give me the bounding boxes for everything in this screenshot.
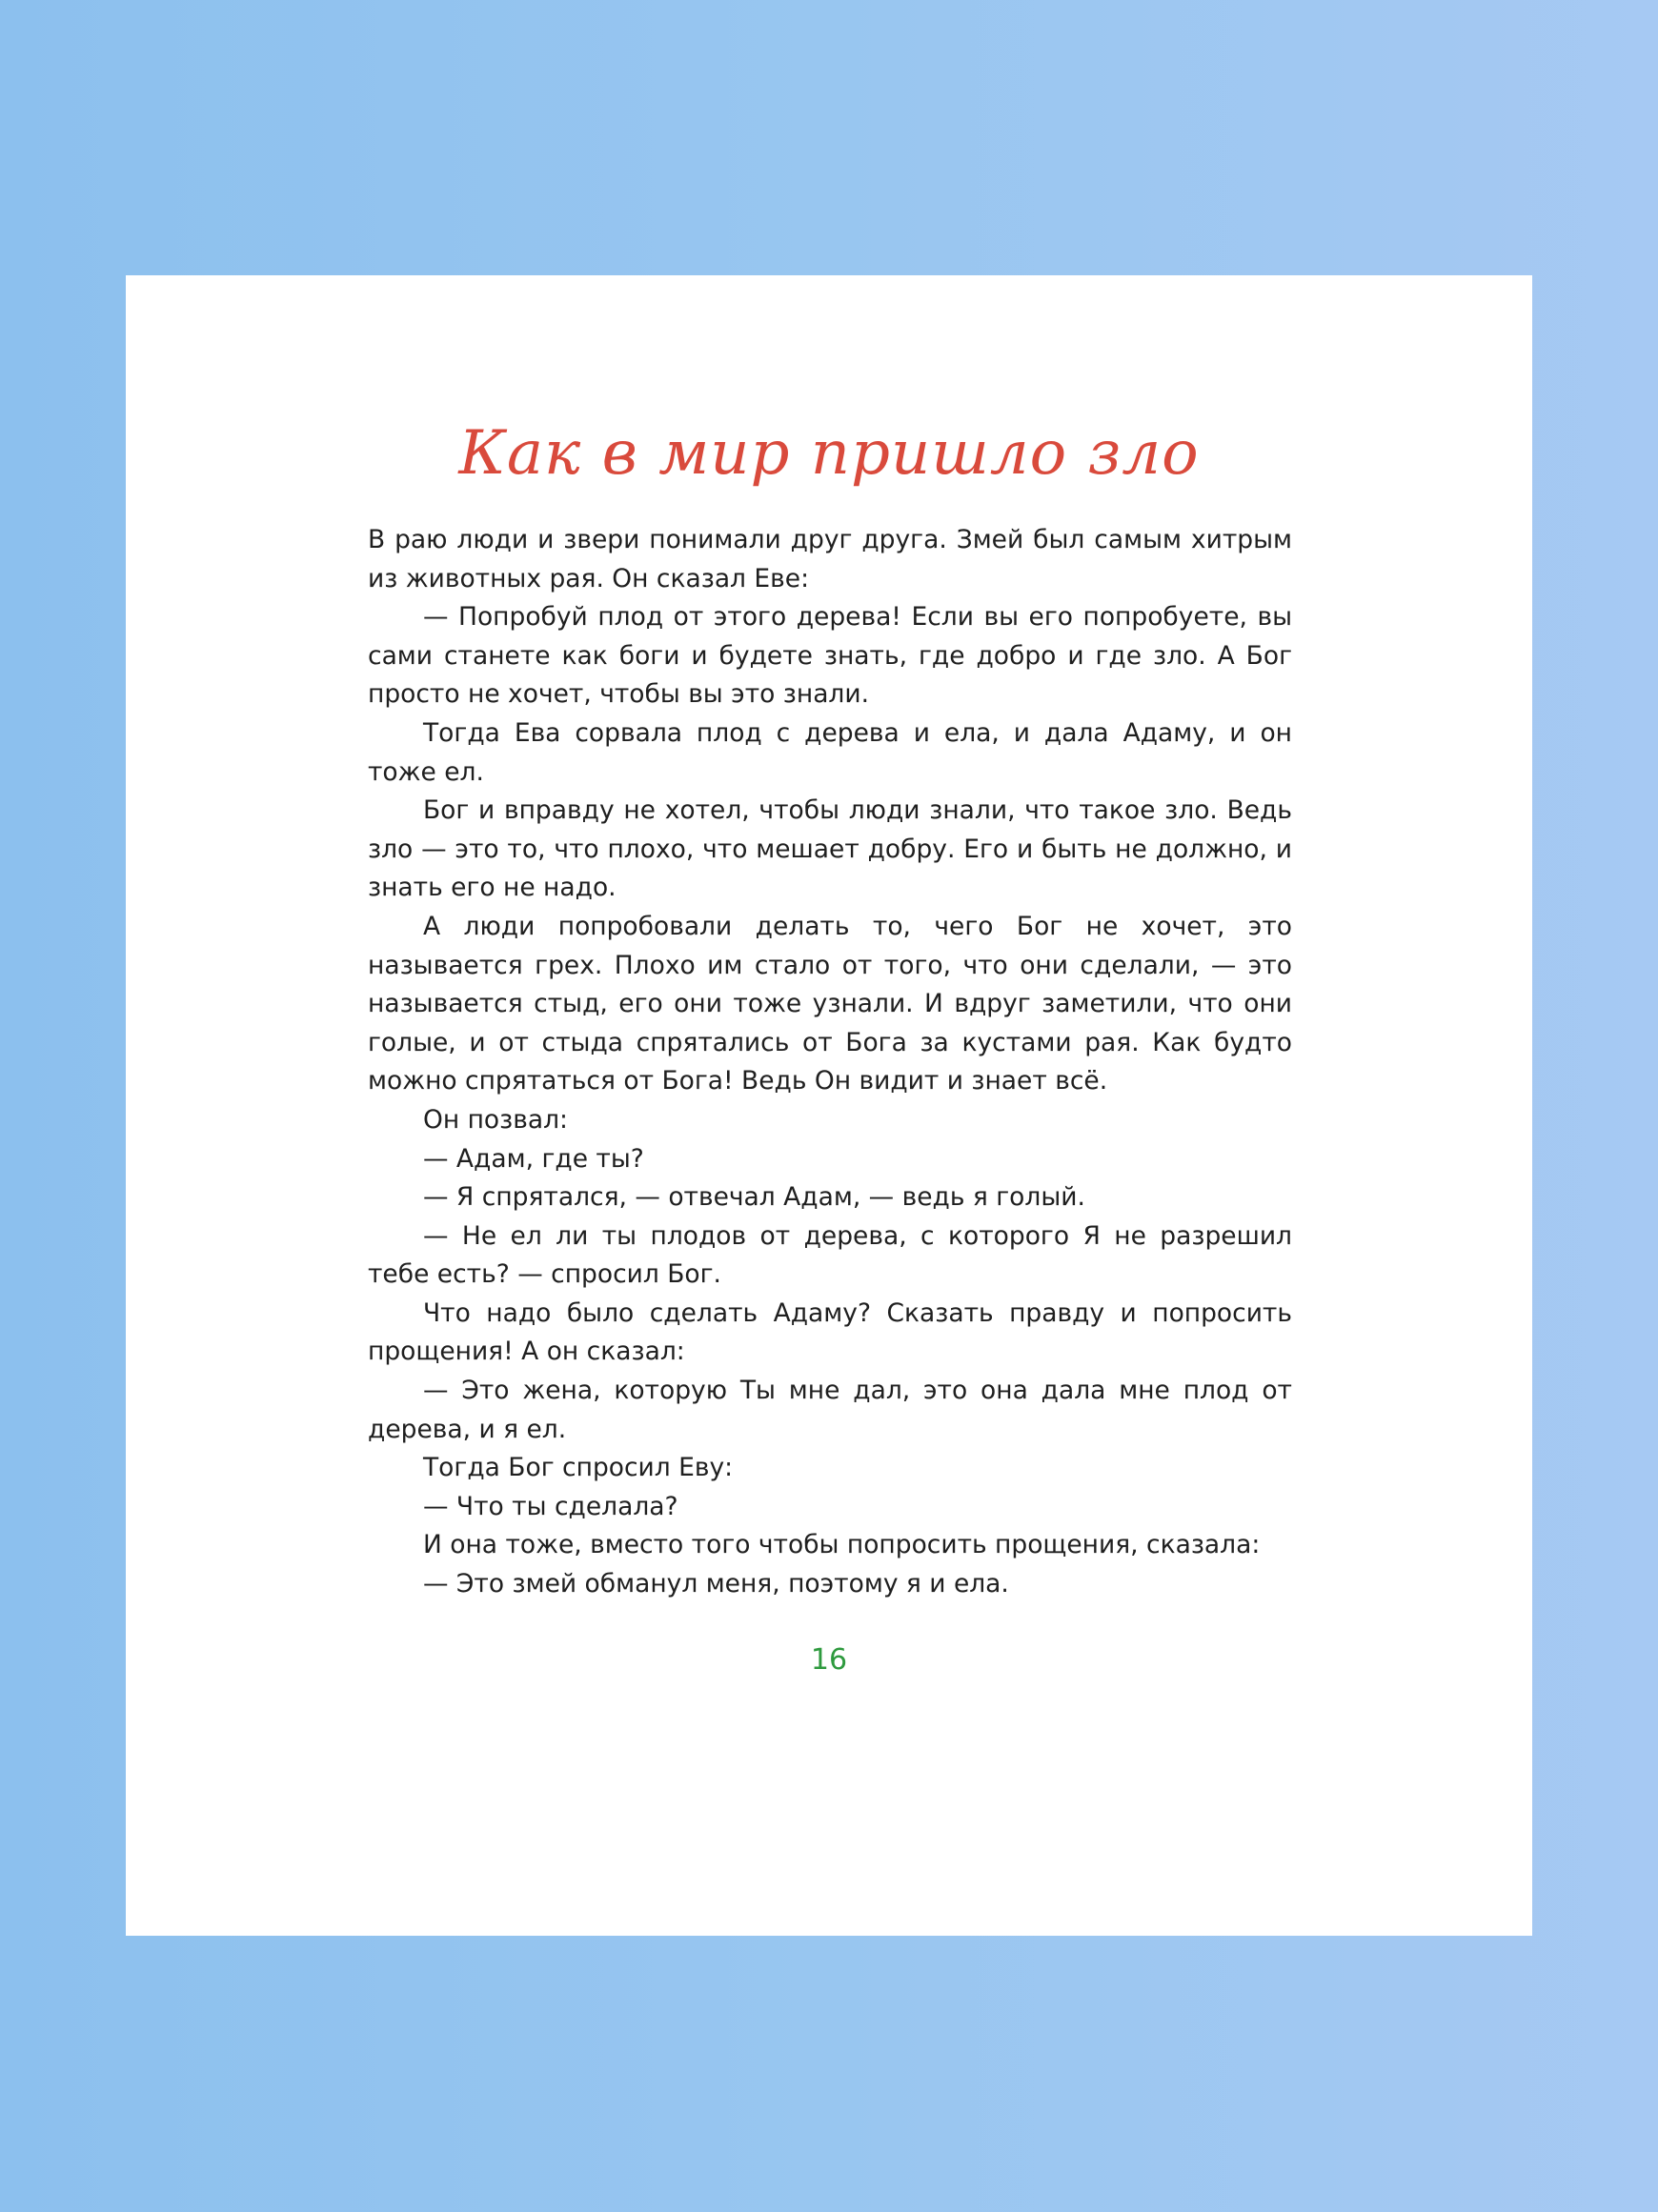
page-title: Как в мир пришло зло [458,418,1200,489]
paragraph: — Попробуй плод от этого дерева! Если вы его попробуете, вы сами станете как боги и будете знать, где добро и где зло. А Бог просто не хочет, чтобы вы это знали. [368,602,1292,710]
book-page [126,275,1532,1936]
paragraph: — Я спрятался, — отвечал Адам, — ведь я голый. [423,1182,1085,1213]
paragraph: Тогда Бог спросил Еву: [423,1453,734,1483]
paragraph: — Не ел ли ты плодов от дерева, с которого Я не разрешил тебе есть? — спросил Бог. [368,1220,1292,1290]
paragraph: Бог и вправду не хотел, чтобы люди знали, что такое зло. Ведь зло — это то, что плохо, что мешает добру. Его и быть не должно, и знать его не надо. [368,795,1292,903]
paragraph: Тогда Ева сорвала плод с дерева и ела, и дала Адаму, и он тоже ел. [368,717,1292,787]
paragraph: А люди попробовали делать то, чего Бог не хочет, это называется грех. Плохо им стало от того, что они сделали, — это называется стыд, его они тоже узнали. И вдруг заметили, что они голые, и от стыда спрятались от Бога за кустами рая. Как будто можно спрятаться от Бога! Ведь Он видит и знает всё. [368,911,1292,1096]
paragraph: — Что ты сделала? [423,1491,678,1521]
paragraph: Что надо было сделать Адаму? Сказать правду и попросить прощения! А он сказал: [368,1297,1292,1367]
paragraph: И она тоже, вместо того чтобы попросить прощения, сказала: [423,1530,1261,1560]
paragraph: — Адам, где ты? [423,1143,644,1174]
paragraph: — Это змей обманул меня, поэтому я и ела. [423,1569,1009,1599]
paragraph: В раю люди и звери понимали друг друга. Змей был самым хитрым из животных рая. Он сказал Еве: [368,525,1292,593]
paragraph: Он позвал: [423,1104,568,1135]
paragraph: — Это жена, которую Ты мне дал, это она дала мне плод от дерева, и я ел. [368,1376,1292,1444]
story-text [368,521,1292,1604]
page-number: 16 [810,1643,848,1677]
